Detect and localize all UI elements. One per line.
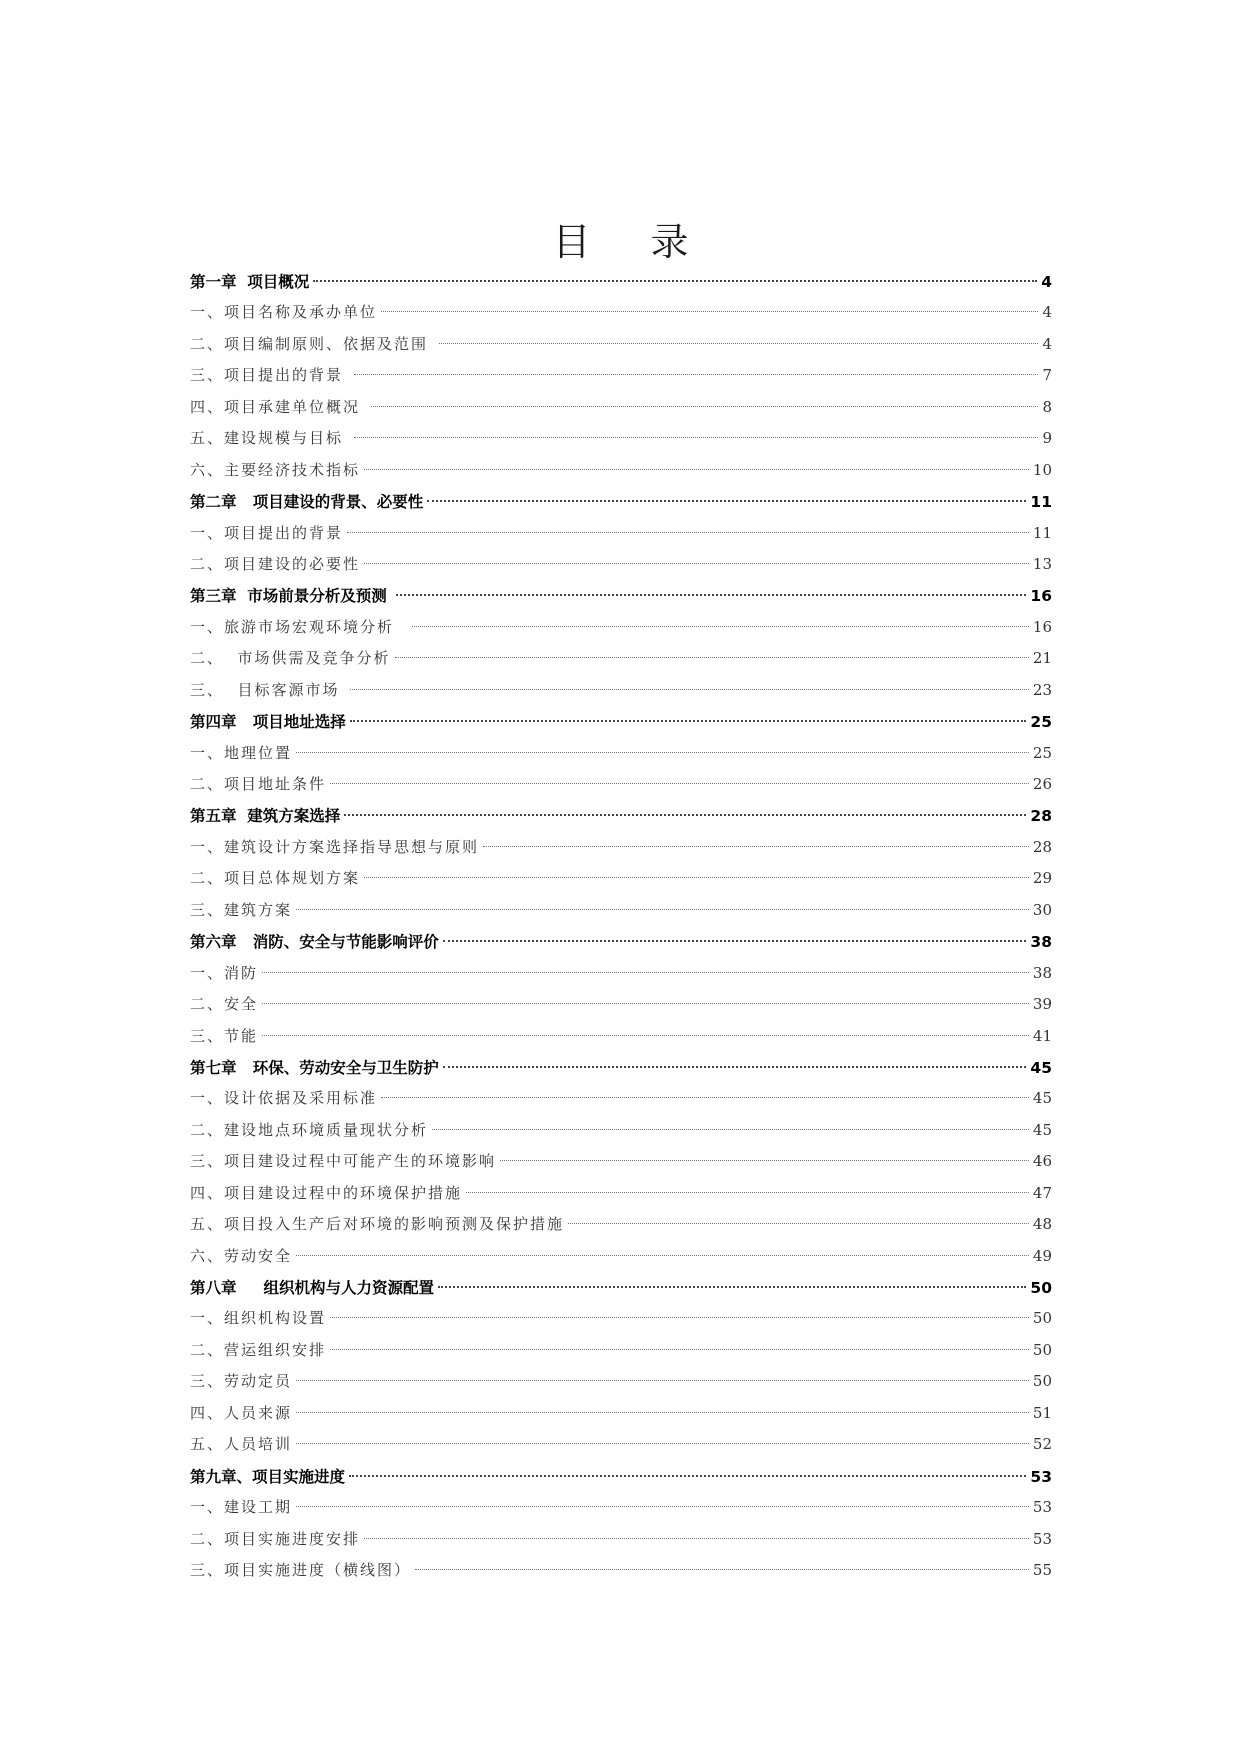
dot-leader	[364, 469, 1029, 470]
toc-section-entry[interactable]	[190, 1119, 1052, 1150]
toc-section-entry[interactable]	[190, 1339, 1052, 1370]
toc-entry-label: 三、项目提出的背景	[190, 366, 350, 385]
toc-entry-label: 一、建筑设计方案选择指导思想与原则	[190, 837, 480, 856]
dot-leader	[568, 1223, 1029, 1224]
toc-section-entry[interactable]	[190, 301, 1052, 332]
toc-entry-label: 二、营运组织安排	[190, 1340, 327, 1359]
toc-chapter-entry[interactable]	[190, 490, 1052, 521]
toc-section-entry[interactable]	[190, 1528, 1052, 1559]
toc-entry-label: 第九章、项目实施进度	[190, 1467, 346, 1486]
dot-leader	[432, 1129, 1029, 1130]
dot-leader	[364, 1538, 1029, 1539]
toc-entry-label: 二、项目建设的必要性	[190, 554, 361, 573]
toc-chapter-entry[interactable]	[190, 1276, 1052, 1307]
toc-section-entry[interactable]	[190, 1245, 1052, 1276]
dot-leader	[296, 1443, 1029, 1444]
toc-entry-page-number: 49	[1032, 1246, 1052, 1265]
toc-entry-label: 五、项目投入生产后对环境的影响预测及保护措施	[190, 1215, 565, 1234]
table-of-contents	[190, 270, 1052, 1590]
dot-leader	[354, 437, 1039, 438]
toc-entry-page-number: 25	[1032, 743, 1052, 762]
toc-section-entry[interactable]	[190, 616, 1052, 647]
toc-entry-page-number: 51	[1032, 1403, 1052, 1422]
toc-entry-page-number: 50	[1032, 1309, 1052, 1328]
dot-leader	[296, 752, 1029, 753]
toc-entry-page-number: 11	[1032, 523, 1052, 542]
toc-section-entry[interactable]	[190, 836, 1052, 867]
toc-chapter-entry[interactable]	[190, 930, 1052, 961]
toc-section-entry[interactable]	[190, 679, 1052, 710]
toc-chapter-entry[interactable]	[190, 804, 1052, 835]
toc-entry-label: 三、项目建设过程中可能产生的环境影响	[190, 1152, 497, 1171]
toc-entry-page-number: 26	[1032, 775, 1052, 793]
dot-leader	[330, 783, 1029, 784]
toc-entry-label: 三、建筑方案	[190, 900, 293, 919]
toc-entry-label: 一、消防	[190, 963, 259, 982]
toc-section-entry[interactable]	[190, 1087, 1052, 1118]
toc-entry-page-number: 28	[1030, 807, 1052, 826]
toc-entry-page-number: 55	[1032, 1560, 1052, 1579]
dot-leader	[313, 280, 1037, 282]
dot-leader	[296, 1412, 1029, 1413]
toc-section-entry[interactable]	[190, 553, 1052, 584]
toc-entry-page-number: 11	[1030, 493, 1052, 512]
toc-section-entry[interactable]	[190, 1025, 1052, 1056]
toc-section-entry[interactable]	[190, 364, 1052, 395]
toc-entry-label: 一、设计依据及采用标准	[190, 1089, 378, 1108]
toc-entry-page-number: 46	[1032, 1152, 1052, 1171]
toc-entry-page-number: 13	[1032, 554, 1052, 573]
dot-leader	[500, 1160, 1029, 1161]
dot-leader	[354, 374, 1039, 375]
dot-leader	[427, 500, 1026, 502]
toc-entry-label: 二、安全	[190, 995, 259, 1014]
dot-leader	[381, 1097, 1029, 1098]
toc-entry-page-number: 41	[1032, 1026, 1052, 1045]
dot-leader	[381, 311, 1038, 312]
toc-chapter-entry[interactable]	[190, 270, 1052, 301]
toc-entry-page-number: 45	[1032, 1089, 1052, 1108]
toc-section-entry[interactable]	[190, 647, 1052, 678]
dot-leader	[439, 343, 1039, 344]
toc-entry-label: 四、项目承建单位概况	[190, 397, 367, 416]
toc-entry-label: 三、项目实施进度（横线图）	[190, 1560, 412, 1579]
toc-entry-label: 二、项目实施进度安排	[190, 1529, 361, 1548]
toc-entry-page-number: 30	[1032, 900, 1052, 919]
dot-leader	[483, 846, 1029, 847]
toc-entry-label: 二、 市场供需及竞争分析	[190, 649, 391, 668]
dot-leader	[330, 1349, 1029, 1350]
dot-leader	[262, 1035, 1029, 1036]
toc-entry-label: 第六章 消防、安全与节能影响评价	[190, 933, 439, 952]
toc-entry-page-number: 50	[1032, 1372, 1052, 1391]
toc-entry-label: 第四章 项目地址选择	[190, 713, 346, 732]
toc-entry-page-number: 52	[1032, 1435, 1052, 1454]
toc-entry-label: 第七章 环保、劳动安全与卫生防护	[190, 1058, 439, 1077]
dot-leader	[412, 626, 1029, 627]
toc-entry-label: 四、人员来源	[190, 1403, 293, 1422]
dot-leader	[364, 563, 1029, 564]
dot-leader	[443, 1066, 1027, 1068]
toc-entry-page-number: 8	[1042, 397, 1052, 416]
toc-entry-page-number: 4	[1042, 303, 1052, 322]
toc-section-entry[interactable]	[190, 427, 1052, 458]
toc-entry-page-number: 48	[1032, 1215, 1052, 1234]
toc-entry-label: 一、建设工期	[190, 1498, 293, 1517]
toc-section-entry[interactable]	[190, 522, 1052, 553]
toc-entry-label: 五、人员培训	[190, 1435, 293, 1454]
toc-entry-page-number: 23	[1032, 680, 1052, 699]
toc-chapter-entry[interactable]	[190, 584, 1052, 615]
toc-chapter-entry[interactable]	[190, 710, 1052, 741]
toc-chapter-entry[interactable]	[190, 1465, 1052, 1496]
toc-entry-label: 三、 目标客源市场	[190, 680, 347, 699]
dot-leader	[262, 1003, 1029, 1004]
dot-leader	[350, 689, 1029, 690]
toc-entry-label: 一、项目名称及承办单位	[190, 303, 378, 322]
toc-entry-page-number: 53	[1032, 1529, 1052, 1548]
toc-entry-page-number: 38	[1032, 963, 1052, 982]
toc-section-entry[interactable]	[190, 1182, 1052, 1213]
toc-section-entry[interactable]	[190, 1559, 1052, 1590]
toc-section-entry[interactable]	[190, 1433, 1052, 1464]
toc-entry-label: 三、劳动定员	[190, 1372, 293, 1391]
dot-leader	[296, 1255, 1029, 1256]
toc-entry-page-number: 39	[1032, 995, 1052, 1014]
toc-section-entry[interactable]	[190, 396, 1052, 427]
dot-leader	[296, 909, 1029, 910]
toc-entry-page-number: 7	[1042, 366, 1052, 385]
toc-entry-page-number: 28	[1032, 837, 1052, 856]
dot-leader	[466, 1192, 1029, 1193]
toc-entry-label: 第八章 组织机构与人力资源配置	[190, 1279, 434, 1297]
page-title: 目 录	[552, 220, 713, 264]
toc-entry-page-number: 47	[1032, 1183, 1052, 1202]
toc-entry-label: 六、劳动安全	[190, 1246, 293, 1265]
toc-entry-page-number: 53	[1032, 1498, 1052, 1517]
toc-entry-label: 一、地理位置	[190, 743, 293, 762]
dot-leader	[438, 1286, 1026, 1288]
toc-entry-page-number: 38	[1030, 933, 1052, 952]
dot-leader	[364, 877, 1029, 878]
dot-leader	[443, 940, 1027, 942]
toc-entry-page-number: 10	[1032, 460, 1052, 479]
dot-leader	[349, 1475, 1026, 1477]
toc-section-entry[interactable]	[190, 1307, 1052, 1338]
toc-section-entry[interactable]	[190, 867, 1052, 898]
toc-section-entry[interactable]	[190, 1213, 1052, 1244]
toc-section-entry[interactable]	[190, 459, 1052, 490]
toc-section-entry[interactable]	[190, 899, 1052, 930]
dot-leader	[415, 1569, 1029, 1570]
dot-leader	[262, 972, 1029, 973]
dot-leader	[296, 1506, 1029, 1507]
toc-entry-page-number: 50	[1030, 1279, 1052, 1297]
toc-entry-page-number: 25	[1030, 713, 1052, 732]
toc-entry-page-number: 4	[1041, 273, 1052, 291]
dot-leader	[371, 406, 1039, 407]
dot-leader	[350, 720, 1027, 722]
toc-entry-page-number: 16	[1030, 587, 1052, 606]
toc-section-entry[interactable]	[190, 1496, 1052, 1527]
toc-section-entry[interactable]	[190, 742, 1052, 773]
toc-entry-label: 三、节能	[190, 1026, 259, 1045]
toc-entry-label: 二、项目总体规划方案	[190, 869, 361, 888]
toc-entry-label: 一、项目提出的背景	[190, 523, 344, 542]
toc-entry-page-number: 45	[1032, 1120, 1052, 1139]
dot-leader	[396, 594, 1026, 596]
dot-leader	[395, 657, 1029, 658]
toc-section-entry[interactable]	[190, 333, 1052, 364]
dot-leader	[347, 532, 1029, 533]
dot-leader	[296, 1380, 1029, 1381]
toc-entry-label: 六、主要经济技术指标	[190, 460, 361, 479]
toc-entry-page-number: 4	[1042, 334, 1052, 353]
toc-entry-label: 二、项目地址条件	[190, 775, 327, 793]
toc-entry-page-number: 21	[1032, 649, 1052, 668]
toc-entry-label: 第一章 项目概况	[190, 273, 310, 291]
toc-entry-label: 四、项目建设过程中的环境保护措施	[190, 1183, 463, 1202]
toc-entry-page-number: 45	[1030, 1058, 1052, 1077]
toc-entry-label: 一、组织机构设置	[190, 1309, 327, 1328]
toc-chapter-entry[interactable]	[190, 1056, 1052, 1087]
toc-entry-label: 第三章 市场前景分析及预测	[190, 587, 393, 606]
toc-section-entry[interactable]	[190, 962, 1052, 993]
toc-entry-label: 第五章 建筑方案选择	[190, 807, 341, 826]
toc-entry-label: 二、建设地点环境质量现状分析	[190, 1120, 429, 1139]
toc-section-entry[interactable]	[190, 1370, 1052, 1401]
toc-entry-label: 五、建设规模与目标	[190, 429, 350, 448]
toc-entry-label: 二、项目编制原则、依据及范围	[190, 334, 435, 353]
toc-entry-page-number: 50	[1032, 1340, 1052, 1359]
toc-section-entry[interactable]	[190, 1150, 1052, 1181]
dot-leader	[344, 814, 1026, 816]
toc-section-entry[interactable]	[190, 1402, 1052, 1433]
toc-entry-label: 一、旅游市场宏观环境分析	[190, 617, 408, 636]
toc-section-entry[interactable]	[190, 773, 1052, 804]
toc-entry-page-number: 16	[1032, 617, 1052, 636]
toc-entry-page-number: 9	[1042, 429, 1052, 448]
dot-leader	[330, 1317, 1029, 1318]
toc-entry-page-number: 29	[1032, 869, 1052, 888]
toc-section-entry[interactable]	[190, 993, 1052, 1024]
toc-entry-page-number: 53	[1030, 1467, 1052, 1486]
toc-entry-label: 第二章 项目建设的背景、必要性	[190, 493, 424, 512]
